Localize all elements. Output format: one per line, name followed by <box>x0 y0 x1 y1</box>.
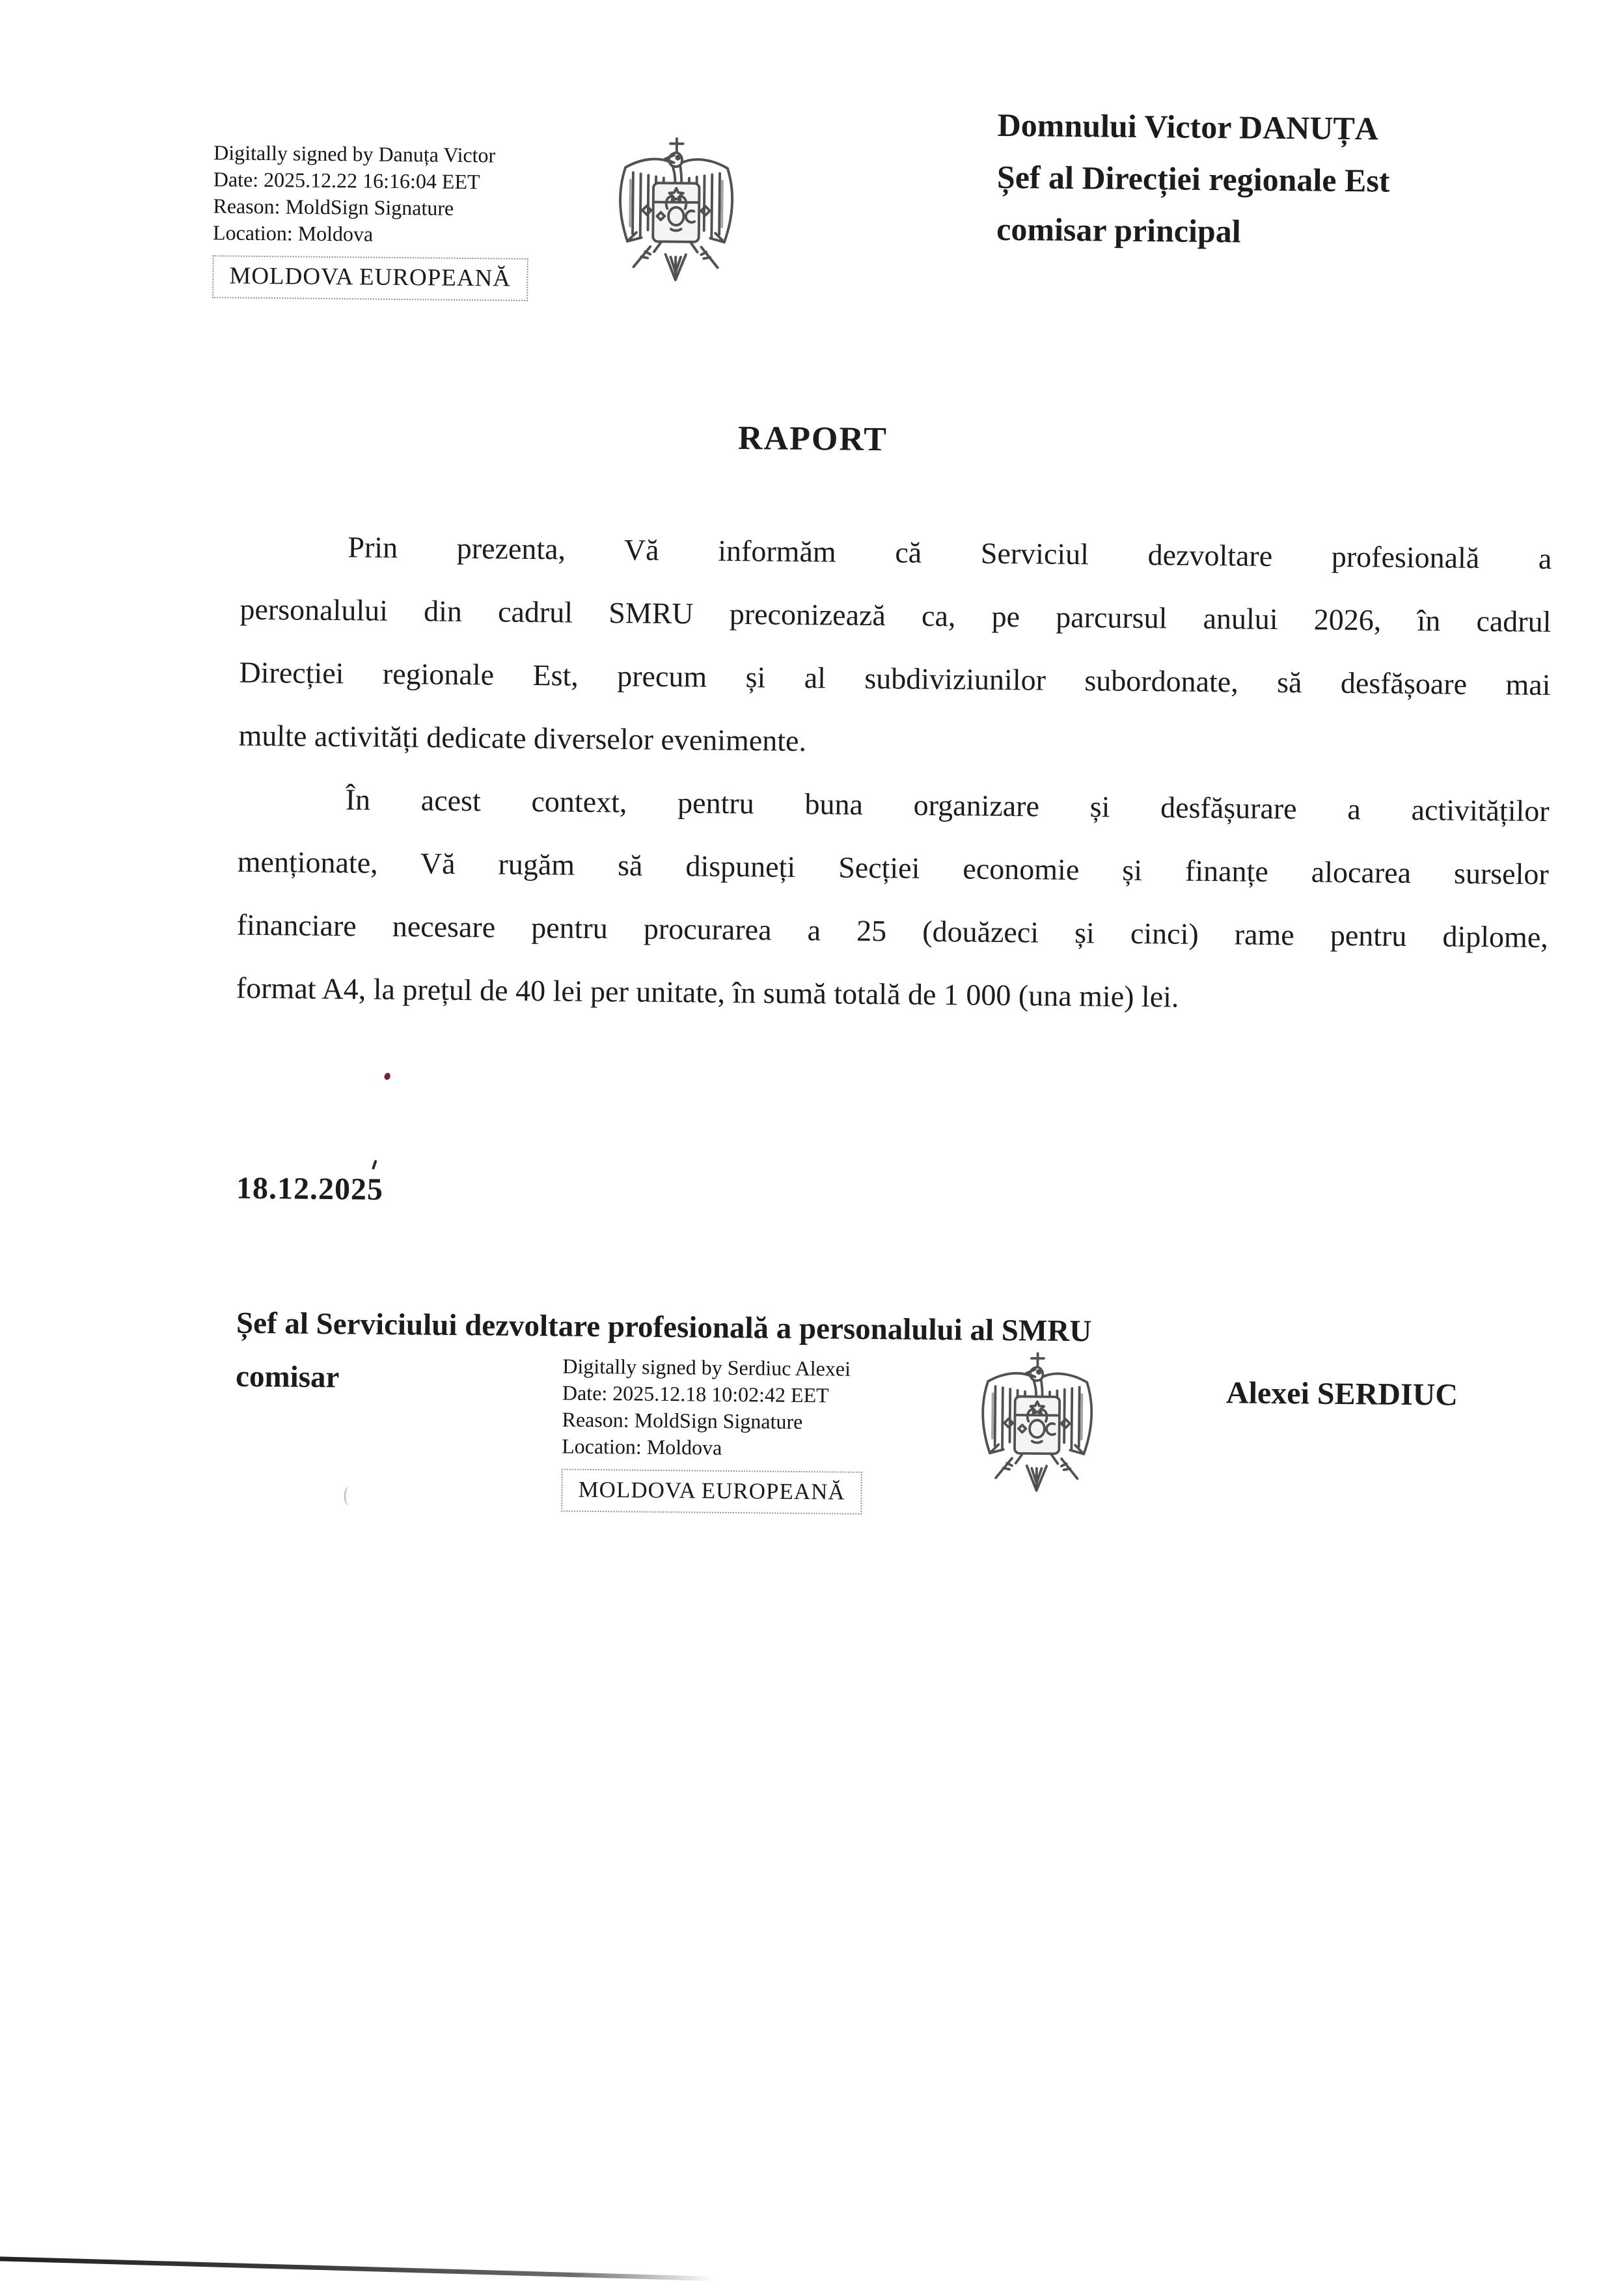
digital-signature-stamp-top <box>212 139 529 301</box>
signer-rank: comisar <box>235 1359 340 1395</box>
scan-speck-icon <box>344 1486 355 1506</box>
body-line: menționate, Vă rugăm să dispuneți Secției economie și finanțe alocarea surselor <box>237 844 1549 891</box>
signature-location-line: Location: Moldova <box>562 1434 722 1459</box>
scan-speck-icon <box>383 1072 391 1081</box>
body-line: format A4, la prețul de 40 lei per unitate, în sumă totală de 1 000 (una mie) lei. <box>236 971 1179 1014</box>
body-line: multe activități dedicate diverselor evenimente. <box>238 718 807 758</box>
signature-reason-line: Reason: MoldSign Signature <box>213 194 454 220</box>
body-line: În acest context, pentru buna organizare și desfășurare a activităților <box>345 783 1550 828</box>
report-title: RAPORT <box>737 420 888 459</box>
body-line: Prin prezenta, Vă informăm că Serviciul dezvoltare profesională a <box>348 530 1552 576</box>
scan-speck-icon <box>372 1159 377 1169</box>
recipient-name: Domnului Victor DANUȚA <box>997 106 1379 147</box>
signer-role-title: Șef al Serviciului dezvoltare profesională a personalului al SMRU <box>236 1306 1092 1349</box>
body-paragraph-1 <box>238 515 1552 779</box>
signature-date-line: Date: 2025.12.22 16:16:04 EET <box>213 167 480 194</box>
signer-name: Alexei SERDIUC <box>1225 1375 1458 1412</box>
body-line: Direcției regionale Est, precum și al subdiviziunilor subordonate, să desfășoare mai <box>239 655 1551 702</box>
signature-signer-line: Digitally signed by Danuța Victor <box>213 141 496 167</box>
moldova-europeana-stamp: MOLDOVA EUROPEANĂ <box>561 1468 862 1514</box>
recipient-rank: comisar principal <box>996 210 1241 250</box>
signature-location-line: Location: Moldova <box>212 221 374 246</box>
recipient-block <box>996 99 1391 259</box>
body-paragraph-2 <box>236 767 1550 1032</box>
body-line: financiare necesare pentru procurarea a 25 (douăzeci și cinci) rame pentru diplome, <box>236 908 1549 954</box>
body-line: personalului din cadrul SMRU preconizează ca, pe parcursul anului 2026, în cadrul <box>239 592 1552 639</box>
recipient-role: Șef al Direcției regionale Est <box>996 158 1390 199</box>
document-date: 18.12.2025 <box>236 1170 384 1207</box>
moldova-europeana-stamp: MOLDOVA EUROPEANĂ <box>212 255 528 301</box>
signature-date-line: Date: 2025.12.18 10:02:42 EET <box>562 1381 829 1407</box>
digital-signature-stamp-bottom <box>561 1353 863 1515</box>
signature-reason-line: Reason: MoldSign Signature <box>562 1407 803 1434</box>
moldova-coat-of-arms-icon <box>962 1349 1112 1523</box>
moldova-coat-of-arms-icon <box>599 134 754 314</box>
signature-signer-line: Digitally signed by Serdiuc Alexei <box>562 1354 851 1381</box>
